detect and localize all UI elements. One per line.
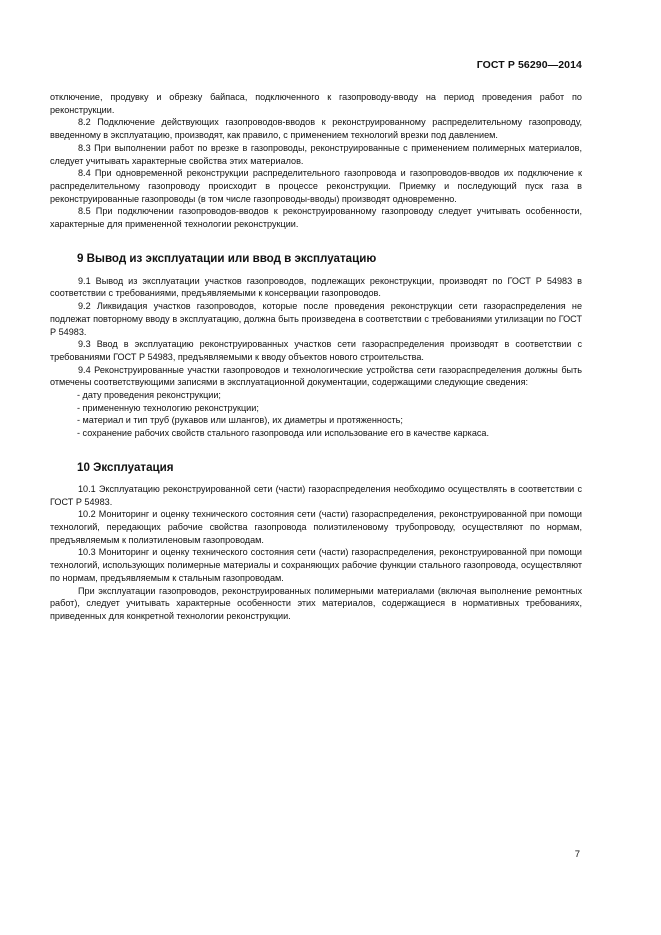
paragraph-continuation: отключение, продувку и обрезку байпаса, подключенного к газопроводу-вводу на период проведения работ по реконструкции. (50, 92, 582, 115)
paragraph-10-4: При эксплуатации газопроводов, реконструированных полимерными материалами (включая выполнение ремонтных работ), следует учитывать характерные особенности этих материалов, содержащиеся в нормативных требованиях, приведенных для конкретной технологии реконструкции. (50, 585, 582, 621)
list-item: - сохранение рабочих свойств стального газопровода или использование его в качестве каркаса. (77, 428, 490, 439)
list-item: - примененную технологию реконструкции; (77, 402, 259, 413)
section-9-heading: 9 Вывод из эксплуатации или ввод в эксплуатацию (77, 251, 377, 265)
list-item: - материал и тип труб (рукавов или шлангов), их диаметры и протяженность; (77, 415, 403, 426)
paragraph-8-3: 8.3 При выполнении работ по врезке в газопроводы, реконструированные с применением полимерных материалов, следует учитывать характерные свойства этих материалов. (50, 142, 582, 166)
paragraph-8-5: 8.5 При подключении газопроводов-вводов к реконструированному газопроводу следует учитывать особенности, характерные для примененной технологии реконструкции. (50, 206, 582, 230)
paragraph-10-2: 10.2 Мониторинг и оценку технического состояния сети (части) газораспределения, реконструированной при помощи технологий, передающих рабочие свойства газопровода полиэтиленовому трубопроводу, осуществляют по нормам, предъявляемым к полиэтиленовым газопроводам. (50, 509, 582, 545)
page-number: 7 (574, 849, 580, 860)
paragraph-9-1: 9.1 Вывод из эксплуатации участков газопроводов, подлежащих реконструкции, производят по ГОСТ Р 54983 в соответствии с требованиями, предъявляемыми к консервации газопроводов. (50, 275, 582, 299)
paragraph-9-4: 9.4 Реконструированные участки газопроводов и технологические устройства сети газораспределения должны быть отмечены соответствующими записями в эксплуатационной документации, содержащими следующие сведения: (50, 364, 582, 388)
paragraph-9-2: 9.2 Ликвидация участков газопроводов, которые после проведения реконструкции сети газораспределения не подлежат повторному вводу в эксплуатацию, должна быть произведена в соответствии с требованиями утилизации по ГОСТ Р 54983. (50, 301, 582, 337)
paragraph-9-3: 9.3 Ввод в эксплуатацию реконструированных участков сети газораспределения производят в соответствии с требованиями ГОСТ Р 54983, предъявляемыми к вводу объектов нового строительства. (50, 339, 582, 362)
list-item: - дату проведения реконструкции; (77, 390, 221, 401)
paragraph-8-2: 8.2 Подключение действующих газопроводов-вводов к реконструированному распределительному газопроводу, введенному в эксплуатацию, производят, как правило, с применением технологий врезки под давлением. (50, 117, 582, 141)
doc-code-header: ГОСТ Р 56290—2014 (476, 59, 582, 71)
paragraph-8-4: 8.4 При одновременной реконструкции распределительного газопровода и газопроводов-вводов их подключение к распределительному газопроводу происходит в процессе реконструкции. Приемку и последующий пуск газа в реконструированные газопроводы (в том числе газопроводы-вводы) производят одновременно. (50, 168, 582, 204)
paragraph-10-1: 10.1 Эксплуатацию реконструированной сети (части) газораспределения необходимо осуществлять в соответствии с ГОСТ Р 54983. (50, 483, 582, 507)
paragraph-10-3: 10.3 Мониторинг и оценку технического состояния сети (части) газораспределения, реконструированной при помощи технологий, использующих полимерные материалы и сохраняющих рабочие функции стального газопровода, осуществляют по нормам, предъявляемым к стальным газопроводам. (50, 547, 582, 583)
document-body (50, 91, 582, 623)
section-10-heading: 10 Эксплуатация (77, 460, 174, 474)
